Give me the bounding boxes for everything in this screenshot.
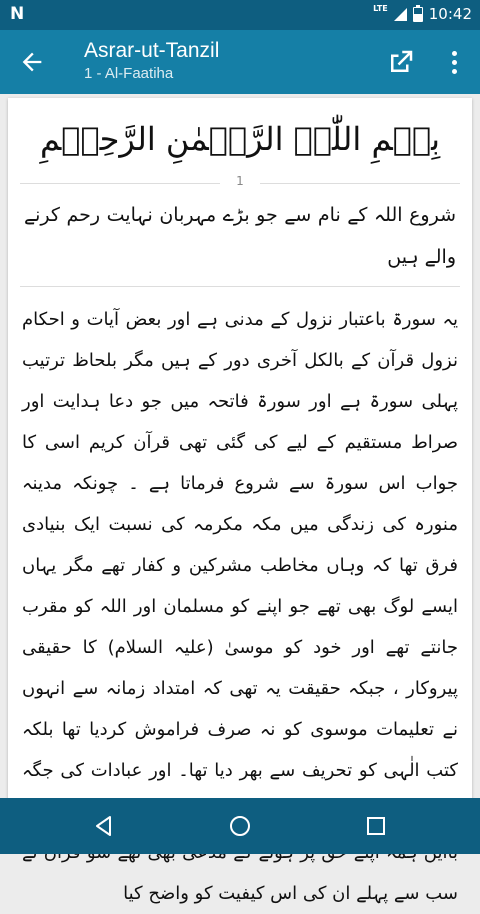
- clock: 10:42: [428, 5, 472, 23]
- bismillah-text: بِسۡمِ اللّٰہِ الرَّحۡمٰنِ الرَّحِیۡمِ: [39, 120, 441, 158]
- open-external-icon: [386, 47, 416, 77]
- status-icons: [373, 5, 472, 23]
- surah-subtitle: 1 - Al-Faatiha: [84, 65, 174, 82]
- circle-home-icon: [228, 814, 252, 838]
- battery-icon: [413, 7, 423, 22]
- system-nav-bar: [0, 798, 480, 854]
- signal-icon: [394, 8, 407, 21]
- ayah-divider: [20, 176, 460, 190]
- app-bar: [0, 30, 480, 94]
- tafsir-commentary: یہ سورۃ باعتبار نزول کے مدنی ہے اور بعض آیات و احکام نزول قرآن کے بالکل آخری دور کے ہیں مگر بلحاظ ترتیب پہلی سورۃ ہے اور سورۃ فاتحہ میں جو دعا ہدایت اور صراط مستقیم کے لیے کی گئی تھی قرآن کریم اسی کا جواب اس سورۃ سے شروع فرماتا ہے ۔ چونکہ مدینہ منورہ کی زندگی میں مکہ مکرمہ کی نسبت ایک بنیادی فرق تھا کہ وہاں مخاطب مشرکین و کفار تھے مگر یہاں ایسے لوگ بھی تھے جو اپنے کو مسلمان اور اللہ کو مقرب جانتے تھے اور خود کو موسیٰ (علیہ السلام) کا حقیقی پیروکار ، جبکہ حقیقت یہ تھی کہ امتداد زمانہ سے انہوں نے تعلیمات موسوی کو نہ صرف فراموش کردیا تھا بلکہ کتب الٰہی کو تحریف سے بھر دیا تھا۔ اور عبادات کی جگہ سب سے پہلے ان کی اس کیفیت کو واضح کیا: [22, 309, 458, 904]
- triangle-back-icon: [92, 814, 116, 838]
- nav-home-button[interactable]: [228, 814, 252, 838]
- status-bar: [0, 0, 480, 30]
- more-options-button[interactable]: [444, 48, 464, 76]
- app-title: Asrar-ut-Tanzil: [84, 39, 220, 62]
- square-recents-icon: [364, 814, 388, 838]
- arrow-back-icon: [18, 48, 46, 76]
- network-type: LTE: [373, 4, 388, 13]
- back-button[interactable]: [18, 48, 46, 76]
- nav-recents-button[interactable]: [364, 814, 388, 838]
- ayah-number: 1: [236, 174, 244, 188]
- share-button[interactable]: [386, 47, 416, 77]
- nav-back-button[interactable]: [92, 814, 116, 838]
- more-vert-icon: [452, 51, 457, 56]
- content-scroll[interactable]: [0, 94, 480, 904]
- ayah-translation: شروع اللہ کے نام سے جو بڑے مہربان نہایت رحم کرنے والے ہیں: [24, 204, 456, 268]
- notification-n-icon: N: [10, 4, 25, 24]
- title-block: [84, 38, 219, 84]
- ayah-card: [8, 98, 472, 904]
